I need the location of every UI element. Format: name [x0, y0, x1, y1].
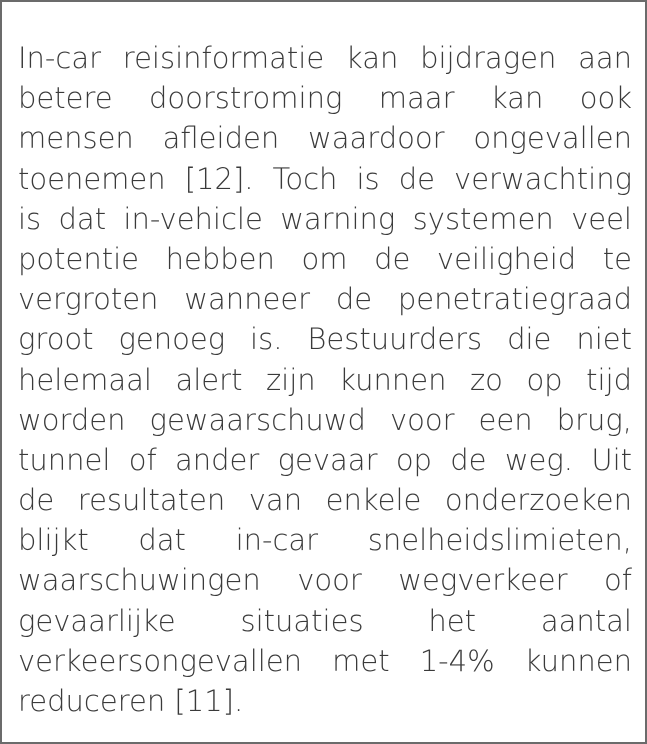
paragraph-line: In-car reisinformatie kan bijdragen aan [18, 41, 632, 75]
paragraph-line: reduceren [11]. [18, 684, 244, 718]
paragraph-line: verkeersongevallen met 1-4% kunnen [18, 643, 632, 678]
paragraph-line: mensen afleiden waardoor ongevallen [18, 121, 632, 156]
paragraph-line: worden gewaarschuwd voor een brug, [18, 402, 632, 437]
paragraph-line: vergroten wanneer de penetratiegraad [18, 282, 632, 317]
paragraph-line: betere doorstroming maar kan ook [18, 81, 632, 116]
paragraph-line: toenemen [12]. Toch is de verwachting [18, 161, 632, 196]
paragraph-line: de resultaten van enkele onderzoeken [18, 483, 632, 518]
paragraph-line: gevaarlijke situaties het aantal [18, 603, 632, 638]
paragraph-line: helemaal alert zijn kunnen zo op tijd [18, 362, 632, 397]
paragraph-line: potentie hebben om de veiligheid te [18, 241, 632, 276]
paragraph-line: waarschuwingen voor wegverkeer of [18, 563, 632, 598]
paragraph-line: is dat in-vehicle warning systemen veel [18, 201, 632, 236]
paragraph-line: groot genoeg is. Bestuurders die niet [18, 322, 632, 357]
paragraph-line: blijkt dat in-car snelheidslimieten, [18, 523, 632, 558]
paragraph [18, 38, 632, 721]
paragraph-line: tunnel of ander gevaar op de weg. Uit [18, 442, 632, 477]
